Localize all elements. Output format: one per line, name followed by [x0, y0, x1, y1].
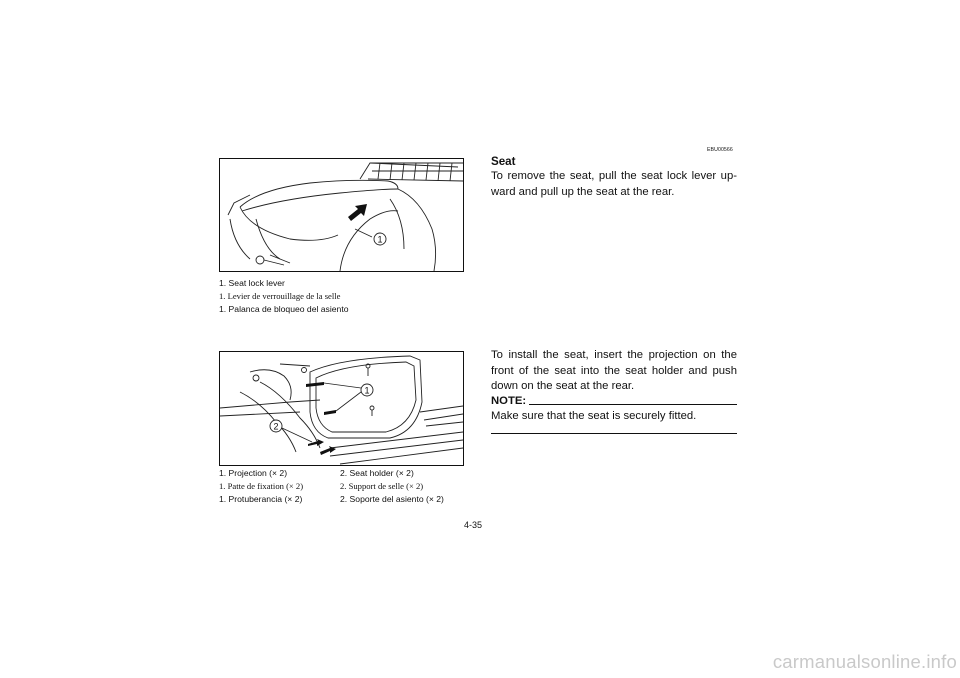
caption-projection-fr: 1. Patte de fixation (× 2) — [219, 480, 304, 491]
page-number: 4-35 — [464, 520, 483, 530]
note-label: NOTE: — [491, 395, 527, 407]
caption-seat-holder-es: 2. Soporte del asiento (× 2) — [340, 493, 444, 504]
caption-spanish: 1. Palanca de bloqueo del asiento — [219, 303, 349, 314]
note-box — [491, 394, 737, 434]
caption-seat-holder-fr: 2. Support de selle (× 2) — [340, 480, 424, 491]
seat-installation-illustration — [219, 351, 464, 466]
figure1-caption — [219, 277, 349, 315]
watermark: carmanualsonline.info — [772, 651, 957, 672]
caption-spanish-row — [219, 493, 479, 506]
caption-projection-en: 1. Projection (× 2) — [219, 468, 288, 478]
installation-paragraph: To install the seat, insert the projection on the front of the seat into the seat holder and push down on the seat at the rear. — [491, 349, 737, 392]
note-bottom-rule — [491, 433, 737, 434]
removal-paragraph: To remove the seat, pull the seat lock lever up-ward and pull up the seat at the rear. — [491, 170, 737, 198]
section-heading: Seat — [491, 155, 516, 168]
caption-french-row — [219, 480, 479, 493]
caption-english: 1. Seat lock lever — [219, 278, 285, 288]
caption-projection-es: 1. Protuberancia (× 2) — [219, 493, 303, 504]
seat-removal-illustration — [219, 158, 464, 272]
figure2-caption — [219, 467, 479, 505]
callout-1: 1 — [364, 385, 370, 396]
note-header — [491, 394, 737, 408]
callout-2: 2 — [273, 421, 279, 432]
callout-1: 1 — [377, 234, 383, 245]
caption-seat-holder-en: 2. Seat holder (× 2) — [340, 468, 414, 478]
note-text: Make sure that the seat is securely fitted. — [491, 410, 697, 422]
caption-french: 1. Levier de verrouillage de la selle — [219, 290, 341, 301]
section-code: EBU00566 — [707, 147, 733, 153]
seat-removal-drawing — [220, 159, 463, 271]
note-rule — [529, 404, 737, 405]
caption-english-row — [219, 467, 479, 480]
seat-installation-drawing — [220, 352, 463, 465]
